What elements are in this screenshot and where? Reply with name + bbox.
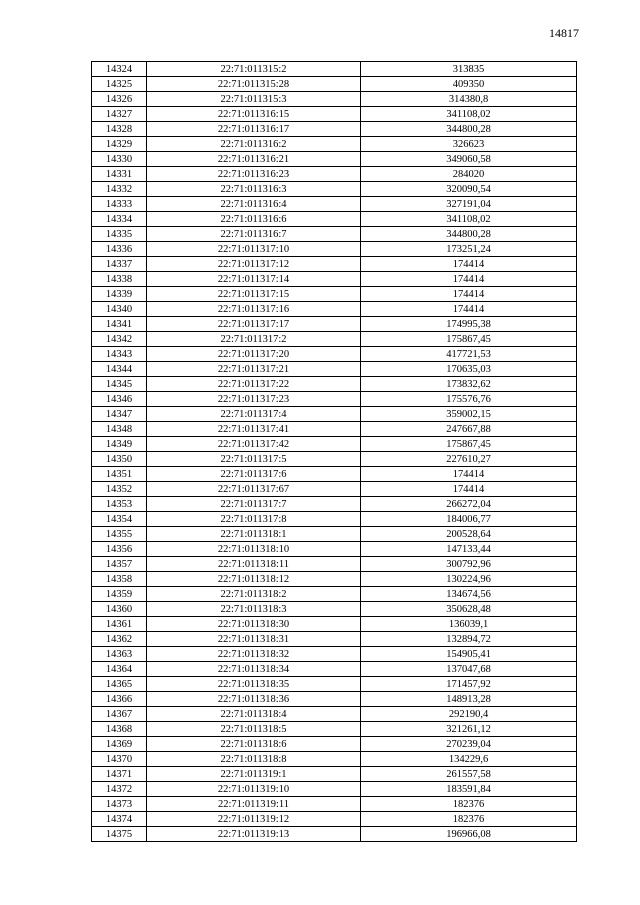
table-row: [92, 467, 577, 482]
cadastral-number-cell: 22:71:011315:2: [147, 62, 361, 77]
cadastral-number-cell: 22:71:011318:6: [147, 737, 361, 752]
row-number-cell: 14373: [92, 797, 147, 812]
row-number-cell: 14340: [92, 302, 147, 317]
page-number: 14817: [549, 26, 579, 40]
row-number-cell: 14371: [92, 767, 147, 782]
cadastral-number-cell: 22:71:011317:6: [147, 467, 361, 482]
row-number-cell: 14358: [92, 572, 147, 587]
registry-table-body: [92, 62, 577, 842]
cadastral-number-cell: 22:71:011318:10: [147, 542, 361, 557]
value-cell: 174414: [361, 272, 577, 287]
cadastral-number-cell: 22:71:011316:3: [147, 182, 361, 197]
value-cell: 341108,02: [361, 107, 577, 122]
table-row: [92, 782, 577, 797]
cadastral-number-cell: 22:71:011317:4: [147, 407, 361, 422]
cadastral-number-cell: 22:71:011317:10: [147, 242, 361, 257]
cadastral-number-cell: 22:71:011315:3: [147, 92, 361, 107]
value-cell: 173832,62: [361, 377, 577, 392]
table-row: [92, 92, 577, 107]
cadastral-number-cell: 22:71:011319:11: [147, 797, 361, 812]
row-number-cell: 14326: [92, 92, 147, 107]
value-cell: 284020: [361, 167, 577, 182]
table-row: [92, 632, 577, 647]
table-row: [92, 152, 577, 167]
value-cell: 200528,64: [361, 527, 577, 542]
value-cell: 174414: [361, 257, 577, 272]
row-number-cell: 14339: [92, 287, 147, 302]
cadastral-number-cell: 22:71:011317:22: [147, 377, 361, 392]
value-cell: 320090,54: [361, 182, 577, 197]
cadastral-number-cell: 22:71:011316:4: [147, 197, 361, 212]
cadastral-number-cell: 22:71:011318:30: [147, 617, 361, 632]
table-row: [92, 482, 577, 497]
value-cell: 344800,28: [361, 122, 577, 137]
cadastral-number-cell: 22:71:011317:15: [147, 287, 361, 302]
table-row: [92, 182, 577, 197]
row-number-cell: 14325: [92, 77, 147, 92]
row-number-cell: 14336: [92, 242, 147, 257]
table-row: [92, 647, 577, 662]
row-number-cell: 14333: [92, 197, 147, 212]
table-row: [92, 437, 577, 452]
value-cell: 136039,1: [361, 617, 577, 632]
table-row: [92, 617, 577, 632]
row-number-cell: 14374: [92, 812, 147, 827]
row-number-cell: 14361: [92, 617, 147, 632]
row-number-cell: 14362: [92, 632, 147, 647]
row-number-cell: 14324: [92, 62, 147, 77]
value-cell: 314380,8: [361, 92, 577, 107]
value-cell: 174414: [361, 467, 577, 482]
cadastral-number-cell: 22:71:011317:20: [147, 347, 361, 362]
row-number-cell: 14364: [92, 662, 147, 677]
row-number-cell: 14343: [92, 347, 147, 362]
value-cell: 184006,77: [361, 512, 577, 527]
cadastral-number-cell: 22:71:011318:12: [147, 572, 361, 587]
table-row: [92, 257, 577, 272]
row-number-cell: 14365: [92, 677, 147, 692]
table-row: [92, 122, 577, 137]
value-cell: 137047,68: [361, 662, 577, 677]
row-number-cell: 14327: [92, 107, 147, 122]
table-row: [92, 497, 577, 512]
row-number-cell: 14359: [92, 587, 147, 602]
value-cell: 270239,04: [361, 737, 577, 752]
table-row: [92, 677, 577, 692]
row-number-cell: 14369: [92, 737, 147, 752]
cadastral-number-cell: 22:71:011317:14: [147, 272, 361, 287]
cadastral-number-cell: 22:71:011318:2: [147, 587, 361, 602]
row-number-cell: 14331: [92, 167, 147, 182]
row-number-cell: 14354: [92, 512, 147, 527]
value-cell: 313835: [361, 62, 577, 77]
cadastral-number-cell: 22:71:011317:12: [147, 257, 361, 272]
row-number-cell: 14351: [92, 467, 147, 482]
cadastral-number-cell: 22:71:011316:2: [147, 137, 361, 152]
value-cell: 266272,04: [361, 497, 577, 512]
table-row: [92, 62, 577, 77]
value-cell: 130224,96: [361, 572, 577, 587]
row-number-cell: 14329: [92, 137, 147, 152]
table-row: [92, 542, 577, 557]
cadastral-number-cell: 22:71:011318:5: [147, 722, 361, 737]
table-row: [92, 452, 577, 467]
value-cell: 349060,58: [361, 152, 577, 167]
value-cell: 327191,04: [361, 197, 577, 212]
table-row: [92, 77, 577, 92]
cadastral-number-cell: 22:71:011318:4: [147, 707, 361, 722]
cadastral-number-cell: 22:71:011318:35: [147, 677, 361, 692]
cadastral-number-cell: 22:71:011319:1: [147, 767, 361, 782]
value-cell: 134229,6: [361, 752, 577, 767]
table-row: [92, 272, 577, 287]
cadastral-number-cell: 22:71:011317:16: [147, 302, 361, 317]
row-number-cell: 14353: [92, 497, 147, 512]
cadastral-number-cell: 22:71:011317:7: [147, 497, 361, 512]
row-number-cell: 14355: [92, 527, 147, 542]
row-number-cell: 14346: [92, 392, 147, 407]
value-cell: 175867,45: [361, 332, 577, 347]
table-row: [92, 767, 577, 782]
value-cell: 148913,28: [361, 692, 577, 707]
value-cell: 183591,84: [361, 782, 577, 797]
table-row: [92, 227, 577, 242]
table-row: [92, 737, 577, 752]
table-row: [92, 347, 577, 362]
cadastral-number-cell: 22:71:011318:34: [147, 662, 361, 677]
row-number-cell: 14360: [92, 602, 147, 617]
table-row: [92, 212, 577, 227]
value-cell: 350628,48: [361, 602, 577, 617]
row-number-cell: 14342: [92, 332, 147, 347]
value-cell: 227610,27: [361, 452, 577, 467]
cadastral-number-cell: 22:71:011317:41: [147, 422, 361, 437]
row-number-cell: 14345: [92, 377, 147, 392]
cadastral-number-cell: 22:71:011318:31: [147, 632, 361, 647]
table-row: [92, 317, 577, 332]
value-cell: 196966,08: [361, 827, 577, 842]
table-row: [92, 587, 577, 602]
value-cell: 182376: [361, 812, 577, 827]
table-row: [92, 662, 577, 677]
table-row: [92, 407, 577, 422]
cadastral-number-cell: 22:71:011316:6: [147, 212, 361, 227]
table-row: [92, 422, 577, 437]
value-cell: 182376: [361, 797, 577, 812]
table-row: [92, 512, 577, 527]
row-number-cell: 14337: [92, 257, 147, 272]
cadastral-number-cell: 22:71:011319:10: [147, 782, 361, 797]
table-row: [92, 812, 577, 827]
cadastral-number-cell: 22:71:011318:8: [147, 752, 361, 767]
value-cell: 154905,41: [361, 647, 577, 662]
cadastral-number-cell: 22:71:011318:32: [147, 647, 361, 662]
table-row: [92, 722, 577, 737]
table-row: [92, 362, 577, 377]
value-cell: 292190,4: [361, 707, 577, 722]
table-row: [92, 242, 577, 257]
value-cell: 261557,58: [361, 767, 577, 782]
row-number-cell: 14335: [92, 227, 147, 242]
cadastral-number-cell: 22:71:011317:67: [147, 482, 361, 497]
value-cell: 175576,76: [361, 392, 577, 407]
value-cell: 321261,12: [361, 722, 577, 737]
table-row: [92, 197, 577, 212]
cadastral-number-cell: 22:71:011318:11: [147, 557, 361, 572]
table-row: [92, 557, 577, 572]
value-cell: 359002,15: [361, 407, 577, 422]
table-row: [92, 107, 577, 122]
row-number-cell: 14357: [92, 557, 147, 572]
registry-table: [91, 61, 577, 842]
cadastral-number-cell: 22:71:011316:23: [147, 167, 361, 182]
cadastral-number-cell: 22:71:011317:42: [147, 437, 361, 452]
table-row: [92, 572, 577, 587]
row-number-cell: 14372: [92, 782, 147, 797]
value-cell: 170635,03: [361, 362, 577, 377]
row-number-cell: 14375: [92, 827, 147, 842]
value-cell: 174995,38: [361, 317, 577, 332]
table-row: [92, 332, 577, 347]
table-row: [92, 797, 577, 812]
value-cell: 409350: [361, 77, 577, 92]
cadastral-number-cell: 22:71:011317:17: [147, 317, 361, 332]
cadastral-number-cell: 22:71:011317:8: [147, 512, 361, 527]
value-cell: 341108,02: [361, 212, 577, 227]
cadastral-number-cell: 22:71:011317:23: [147, 392, 361, 407]
table-row: [92, 602, 577, 617]
table-row: [92, 287, 577, 302]
table-row: [92, 707, 577, 722]
row-number-cell: 14350: [92, 452, 147, 467]
row-number-cell: 14332: [92, 182, 147, 197]
table-row: [92, 527, 577, 542]
value-cell: 344800,28: [361, 227, 577, 242]
row-number-cell: 14356: [92, 542, 147, 557]
table-row: [92, 137, 577, 152]
value-cell: 175867,45: [361, 437, 577, 452]
row-number-cell: 14370: [92, 752, 147, 767]
cadastral-number-cell: 22:71:011318:1: [147, 527, 361, 542]
value-cell: 174414: [361, 482, 577, 497]
value-cell: 417721,53: [361, 347, 577, 362]
cadastral-number-cell: 22:71:011317:2: [147, 332, 361, 347]
row-number-cell: 14328: [92, 122, 147, 137]
row-number-cell: 14347: [92, 407, 147, 422]
table-row: [92, 167, 577, 182]
table-row: [92, 827, 577, 842]
value-cell: 300792,96: [361, 557, 577, 572]
cadastral-number-cell: 22:71:011317:21: [147, 362, 361, 377]
value-cell: 247667,88: [361, 422, 577, 437]
value-cell: 147133,44: [361, 542, 577, 557]
value-cell: 326623: [361, 137, 577, 152]
row-number-cell: 14363: [92, 647, 147, 662]
cadastral-number-cell: 22:71:011315:28: [147, 77, 361, 92]
cadastral-number-cell: 22:71:011316:21: [147, 152, 361, 167]
cadastral-number-cell: 22:71:011316:15: [147, 107, 361, 122]
row-number-cell: 14334: [92, 212, 147, 227]
cadastral-number-cell: 22:71:011316:17: [147, 122, 361, 137]
row-number-cell: 14348: [92, 422, 147, 437]
row-number-cell: 14341: [92, 317, 147, 332]
value-cell: 174414: [361, 287, 577, 302]
value-cell: 134674,56: [361, 587, 577, 602]
value-cell: 173251,24: [361, 242, 577, 257]
table-row: [92, 377, 577, 392]
cadastral-number-cell: 22:71:011317:5: [147, 452, 361, 467]
table-row: [92, 752, 577, 767]
cadastral-number-cell: 22:71:011318:36: [147, 692, 361, 707]
cadastral-number-cell: 22:71:011319:13: [147, 827, 361, 842]
table-row: [92, 302, 577, 317]
row-number-cell: 14344: [92, 362, 147, 377]
row-number-cell: 14330: [92, 152, 147, 167]
row-number-cell: 14338: [92, 272, 147, 287]
row-number-cell: 14349: [92, 437, 147, 452]
value-cell: 171457,92: [361, 677, 577, 692]
table-row: [92, 692, 577, 707]
row-number-cell: 14352: [92, 482, 147, 497]
table-row: [92, 392, 577, 407]
value-cell: 132894,72: [361, 632, 577, 647]
row-number-cell: 14368: [92, 722, 147, 737]
cadastral-number-cell: 22:71:011319:12: [147, 812, 361, 827]
cadastral-number-cell: 22:71:011316:7: [147, 227, 361, 242]
row-number-cell: 14367: [92, 707, 147, 722]
row-number-cell: 14366: [92, 692, 147, 707]
cadastral-number-cell: 22:71:011318:3: [147, 602, 361, 617]
value-cell: 174414: [361, 302, 577, 317]
